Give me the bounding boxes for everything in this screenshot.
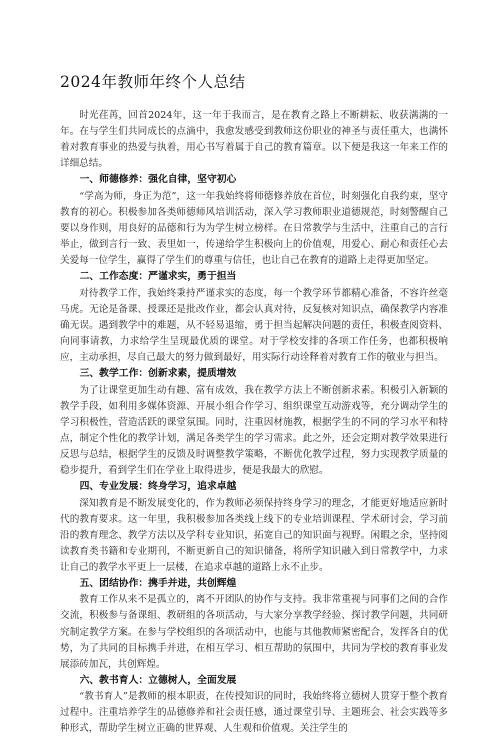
section-body-education: “教书育人”是教师的根本职责，在传授知识的同时，我始终将立德树人贯穿于整个教育过程中。注重培养学生的品德修养和社会责任感，通过课堂引导、主题班会、社会实践等多种形式，帮助学生树立正确的世界观、人生观和价值观。关注学生的: [60, 691, 448, 735]
section-heading-development: 四、专业发展：终身学习，追求卓越: [79, 481, 237, 493]
section-body-teaching: 为了让课堂更加生动有趣、富有成效，我在教学方法上不断创新求素。积极引入新颖的教学手段，如利用多媒体资源、开展小组合作学习、组织课堂互动游戏等，充分调动学生的学习积极性，营造活跃的课堂氛围。同时，注重因材施教，根据学生的不同的学习水平和特点，制定个性化的教学计划，满足各类学生的学习需求。此之外，还会定期对教学效果进行反思与总结，根据学生的反馈及时调整教学策略，不断优化教学过程，努力实现教学质量的稳步提升，看到学生们在学业上取得进步，便是我最大的欣慰。: [60, 384, 448, 476]
section-heading-teaching: 三、教学工作：创新求素，提质增效: [79, 368, 237, 380]
section-heading-ethics: 一、师德修养：强化自律，坚守初心: [79, 174, 237, 186]
intro-paragraph: 时光荏苒，回首2024年，这一年于我而言，是在教育之路上不断耕耘、收获满满的一年。在与学生们共同成长的点滴中，我愈发感受到教师这份职业的神圣与责任重大，也满怀着对教育事业的热爱与执着，用心书写着属于自己的教育篇章。以下便是我这一年来工作的详细总结。: [60, 110, 448, 170]
section-body-development: 深知教育是不断发展变化的，作为教师必须保持终身学习的理念，才能更好地适应新时代的教育要求。这一年里，我积极参加各类线上线下的专业培训课程、学术研讨会，学习前沿的教育理念、教学方法以及学科专业知识，拓宽自己的知识面与视野。闲暇之余，坚持阅读教育类书籍和专业期刊，不断更新自己的知识储备，将所学知识融入到日常教学中，力求让自己的教学水平更上一层楼，在追求卓越的道路上永不止步。: [60, 497, 448, 573]
section-heading-attitude: 二、工作态度：严谨求实，勇于担当: [79, 271, 237, 283]
document-title: 2024年教师年终个人总结: [60, 73, 246, 91]
section-body-attitude: 对待教学工作，我始终秉持严谨求实的态度，每一个教学环节都精心准备，不容许丝毫马虎。无论是备课、授课还是批改作业，都会认真对待，反复核对知识点，确保教学内容准确无误。遇到教学中的难题，从不轻易退缩，勇于担当起解决问题的责任，积极查阅资料、向同事请教，力求给学生呈现最优质的课堂。对于学校安排的各项工作任务，也都积极响应，主动承担，尽自己最大的努力做到最好，用实际行动诠释着对教育工作的敬业与担当。: [60, 287, 448, 364]
section-heading-teamwork: 五、团结协作：携手并进，共创辉煌: [79, 577, 237, 589]
section-heading-education: 六、教书育人：立德树人，全面发展: [79, 674, 237, 686]
section-body-ethics: “学高为师，身正为范”，这一年我始终将师德修养放在首位，时刻强化自我约束，坚守教育的初心。积极参加各类师德师风培训活动，深入学习教师职业道德规范，时刻警醒自己要以身作则，用良好的品德和行为为学生树立榜样。在日常教学与生活中，注重自己的言行举止，做到言行一致、表里如一，传递给学生积极向上的价值观，用爱心、耐心和责任心去关爱每一位学生，赢得了学生们的尊重与信任，也让自己在教育的道路上走得更加坚定。: [60, 190, 448, 267]
section-body-teamwork: 教育工作从来不是孤立的，离不开团队的协作与支持。我非常重视与同事们之间的合作交流，积极参与备课组、教研组的各项活动，与大家分享教学经验、探讨教学问题，共同研究制定教学方案。在参与学校组织的各项活动中，也能与其他教师紧密配合，发挥各自的优势，为了共同的目标携手并进，在相互学习、相互帮助的氛围中，共同为学校的教育事业发展添砖加瓦，共创辉煌。: [60, 594, 448, 670]
